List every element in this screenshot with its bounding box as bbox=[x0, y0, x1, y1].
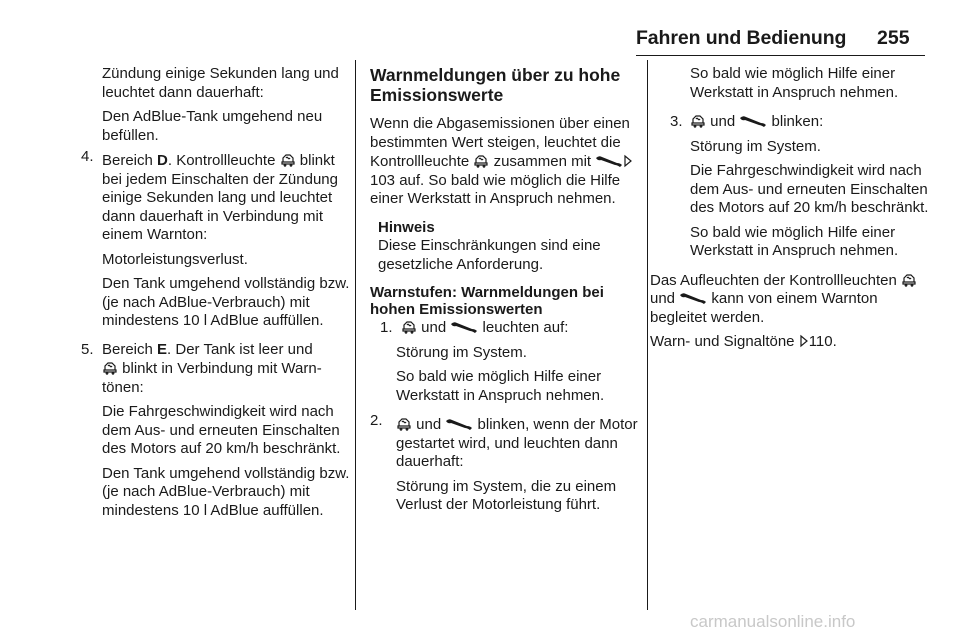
page-reference-link[interactable]: 110 bbox=[808, 333, 833, 350]
paragraph: Störung im System. bbox=[690, 137, 821, 155]
paragraph: So bald wie möglich Hilfe einer Werkstatt in Anspruch nehmen. bbox=[690, 65, 899, 101]
note-title: Hinweis bbox=[378, 218, 435, 236]
paragraph: Zündung einige Sekunden lang und leuchtet dann dauerhaft: bbox=[102, 65, 339, 101]
list-number: 4. bbox=[81, 148, 94, 165]
paragraph: Die Fahrgeschwindigkeit wird nach dem Aus- und erneuten Einschalten des Motors auf 20 km/h beschränkt. bbox=[102, 403, 341, 457]
list-item: 4. Bereich D. Kontrollleuchte blinkt bei jedem Einschalten der Zündung einige Sekunden lang und leuchtet dann dauerhaft in Verbindung mit einem Warnton: bbox=[81, 148, 338, 243]
paragraph: Das Aufleuchten der Kontrollleuchten und kann von einem Warnton begleitet werden. bbox=[650, 271, 930, 328]
paragraph: Den AdBlue-Tank umgehend neu befüllen. bbox=[102, 108, 323, 144]
emission-warning-icon bbox=[102, 359, 118, 375]
paragraph: Die Fahrgeschwindigkeit wird nach dem Aus- und erneuten Einschalten des Motors auf 20 km/h beschränkt. bbox=[690, 162, 929, 216]
service-wrench-icon bbox=[595, 154, 623, 168]
emission-warning-icon bbox=[690, 112, 706, 128]
list-item: 2. und blinken, wenn der Motor gestartet wird, und leuchten dann dauerhaft: bbox=[370, 412, 638, 470]
column-2 bbox=[370, 65, 642, 521]
note-text: Diese Einschränkungen sind eine gesetzliche Anforderung. bbox=[378, 237, 601, 273]
emission-warning-icon bbox=[396, 415, 412, 431]
paragraph: Motorleistungsverlust. bbox=[102, 250, 248, 268]
paragraph: Den Tank umgehend vollständig bzw. (je nach AdBlue-Verbrauch) mit mindestens 10 l AdBlue auffüllen. bbox=[102, 464, 350, 519]
list-item: 3. und blinken: bbox=[670, 113, 824, 130]
column-divider bbox=[647, 60, 648, 610]
column-divider bbox=[355, 60, 356, 610]
list-number: 5. bbox=[81, 340, 94, 358]
paragraph: Warn- und Signaltöne 110. bbox=[650, 333, 837, 350]
list-item: 5. Bereich E. Der Tank ist leer und blinkt in Verbindung mit Warntönen: bbox=[81, 340, 322, 396]
list-item: 1. und leuchten auf: bbox=[380, 319, 569, 336]
column-3 bbox=[650, 65, 930, 358]
page-reference-arrow-icon bbox=[799, 334, 809, 348]
column-1 bbox=[81, 65, 351, 526]
paragraph: So bald wie möglich Hilfe einer Werkstatt in Anspruch nehmen. bbox=[396, 368, 605, 404]
section-heading: Warnmeldungen über zu hohe Emissionswerte bbox=[370, 65, 621, 105]
paragraph: Störung im System. bbox=[396, 343, 527, 361]
list-number: 1. bbox=[380, 319, 393, 336]
note-box bbox=[370, 219, 642, 275]
page-number: 255 bbox=[877, 27, 910, 49]
page-title: Fahren und Bedienung bbox=[636, 27, 847, 49]
list-number: 3. bbox=[670, 113, 683, 130]
header-rule bbox=[636, 55, 925, 56]
paragraph: Wenn die Abgasemissionen über einen bestimmten Wert steigen, leuchtet die Kontrollleuchte zusammen mit 103 auf. So bald wie möglich die Hilfe einer Werkstatt in Anspruch nehmen. bbox=[370, 115, 642, 209]
service-wrench-icon bbox=[450, 320, 478, 334]
paragraph: So bald wie möglich Hilfe einer Werkstatt in Anspruch nehmen. bbox=[690, 223, 899, 259]
watermark: carmanualsonline.info bbox=[690, 612, 856, 631]
list-number: 2. bbox=[370, 412, 383, 429]
emission-warning-icon bbox=[473, 152, 489, 168]
emission-warning-icon bbox=[901, 271, 917, 287]
area-letter: E bbox=[157, 340, 168, 358]
page-reference-arrow-icon bbox=[623, 154, 633, 168]
area-letter: D bbox=[157, 152, 168, 169]
paragraph: Den Tank umgehend vollständig bzw. (je nach AdBlue-Verbrauch) mit mindestens 10 l AdBlue auffüllen. bbox=[102, 275, 350, 329]
service-wrench-icon bbox=[739, 114, 767, 128]
subheading: Warnstufen: Warnmeldungen bei hohen Emissionswerten bbox=[370, 284, 604, 318]
page-reference-link[interactable]: 103 bbox=[370, 171, 396, 189]
service-wrench-icon bbox=[679, 291, 707, 305]
service-wrench-icon bbox=[445, 417, 473, 431]
paragraph: Störung im System, die zu einem Verlust der Motorleistung führt. bbox=[396, 477, 617, 513]
emission-warning-icon bbox=[280, 151, 296, 167]
emission-warning-icon bbox=[401, 318, 417, 334]
